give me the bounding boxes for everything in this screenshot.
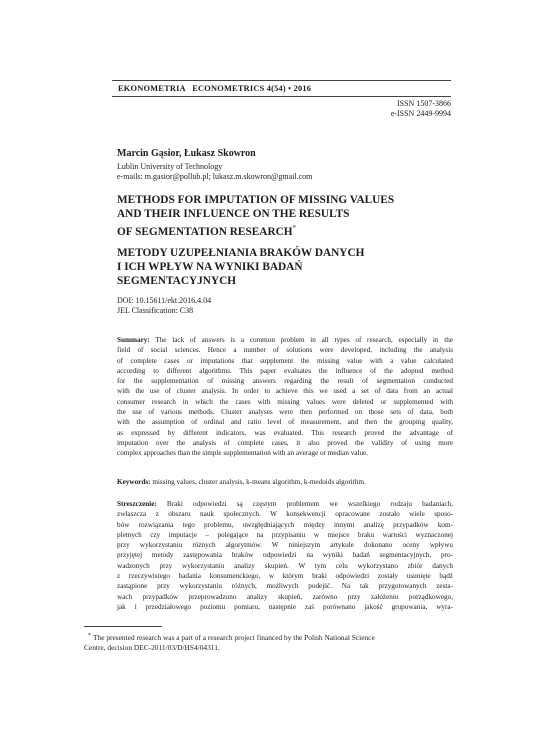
footnote-marker[interactable]: * [292, 224, 297, 232]
doi-block [117, 296, 211, 316]
footnote-rule [84, 626, 162, 627]
summary-line: field of social sciences. Hence a number of solutions were developed, including the analysis [117, 346, 453, 355]
issn-block [391, 99, 451, 119]
authors: Marcin Gąsior, Łukasz Skowron [117, 148, 256, 159]
streszczenie-line: przy wykorzystaniu różnych algorytmów. W niniejszym artykule dokonano oceny wpływu [117, 541, 453, 550]
keywords-label: Keywords: [117, 478, 151, 486]
journal-header: EKONOMETRIA ECONOMETRICS 4(54) • 2016 [118, 84, 312, 93]
summary-line: complex approaches than the simple supplementation with an average or median value. [117, 449, 369, 458]
header-rule-top [112, 80, 451, 81]
eissn: e-ISSN 2449-9994 [390, 109, 451, 118]
title-en-line: OF SEGMENTATION RESEARCH* [117, 224, 297, 238]
footnote [84, 631, 454, 653]
affiliation: Lublin University of Technology [117, 162, 223, 171]
streszczenie-line: pletnych czy imputacje – polegające na przypisaniu w miejsce braku wartości wyznaczonej [117, 530, 453, 539]
title-pl-line: METODY UZUPEŁNIANIA BRAKÓW DANYCH [117, 247, 365, 259]
summary-line: with the use of cluster analysis. In order to achieve this we used a set of data from an actual [117, 387, 453, 396]
summary-line: with the assumption of ordinal and ratio level of measurement, and then the grouping quality, [117, 418, 453, 427]
streszczenie-line: wach przypadków przeprowadzono analizy skupień, zarówno przy założeniu porządkowego, [117, 592, 453, 601]
footnote-line: Centre, decision DEC-2011/03/D/HS4/04311. [84, 643, 220, 652]
streszczenie-line: jak i przedziałowego poziomu pomiaru, następnie zaś porównano jakość grupowania, wyra- [117, 602, 453, 611]
affiliation-block [117, 162, 312, 182]
header-rule-bottom [112, 96, 451, 97]
streszczenie-line: bów rozwiązania tego problemu, uwzględniających między innymi analizę przypadków kom- [117, 520, 453, 529]
keywords-paragraph [117, 477, 453, 487]
streszczenie-paragraph [117, 499, 453, 612]
summary-line: of complete cases or imputations that supplement the missing value with a value calculated [117, 356, 453, 365]
summary-paragraph [117, 335, 453, 459]
streszczenie-label: Streszczenie: [117, 500, 157, 508]
jel-classification: JEL Classification: C38 [117, 306, 194, 315]
title-pl-line: I ICH WPŁYW NA WYNIKI BADAŃ [117, 261, 303, 273]
streszczenie-line: przyjętej metody zastępowania braków odpowiedzi na wyniki badań segmentacyjnych, pro- [117, 551, 453, 560]
summary-line: the use of various methods. Cluster analyses were then performed on those sets of data, both [117, 408, 453, 417]
summary-line: imputation over the analysis of complete cases, it also proved the validity of using more [117, 438, 453, 447]
streszczenie-line: zwłaszcza z obszaru nauk społecznych. W konsekwencji opracowane zostało wiele sposo- [117, 510, 453, 519]
title-english [117, 193, 447, 239]
title-pl-line: SEGMENTACYJNYCH [117, 275, 237, 287]
emails: e-mails: m.gasior@pollub.pl; lukasz.m.skowron@gmail.com [117, 172, 313, 181]
streszczenie-line: zastąpione przy wykorzystaniu różnych, możliwych podejść. Na tak przygotowanych zesta- [117, 582, 453, 591]
title-polish [117, 246, 447, 288]
footnote-line: * The presented research was a part of a research project financed by the Polish National Science [88, 633, 375, 642]
keywords-line: Keywords: missing values, cluster analysis, k-means algorithm, k-medoids algorithm. [117, 478, 366, 486]
summary-line: as expressed by different indicators, was evaluated. This research proved the advantage of [117, 428, 453, 437]
title-en-line: METHODS FOR IMPUTATION OF MISSING VALUES [117, 194, 395, 206]
doi: DOI: 10.15611/ekt.2016.4.04 [117, 296, 212, 305]
summary-label: Summary: [117, 336, 150, 344]
issn: ISSN 1507-3866 [396, 99, 451, 108]
streszczenie-line: Streszczenie: Braki odpowiedzi są częstym problemem we wszelkiego rodzaju badaniach, [117, 500, 453, 508]
streszczenie-line: wadzonych przy wykorzystaniu analizy skupień. W tym celu wykorzystano zbiór danych [117, 561, 453, 570]
summary-line: for the supplementation of missing answers regarding the result of segmentation conducted [117, 377, 453, 386]
streszczenie-line: z rzeczywistego badania konsumenckiego, w którym braki odpowiedzi zostały usunięte bądź [117, 572, 453, 581]
footnote-mark: * [88, 633, 91, 639]
title-en-line: AND THEIR INFLUENCE ON THE RESULTS [117, 208, 350, 220]
summary-line: Summary: The lack of answers is a common problem in all types of research, especially in the [117, 336, 453, 344]
summary-line: according to different algorithms. This paper evaluates the influence of the adopted method [117, 366, 453, 375]
summary-line: consumer research in which the cases with missing values were deleted or supplemented with [117, 397, 453, 406]
